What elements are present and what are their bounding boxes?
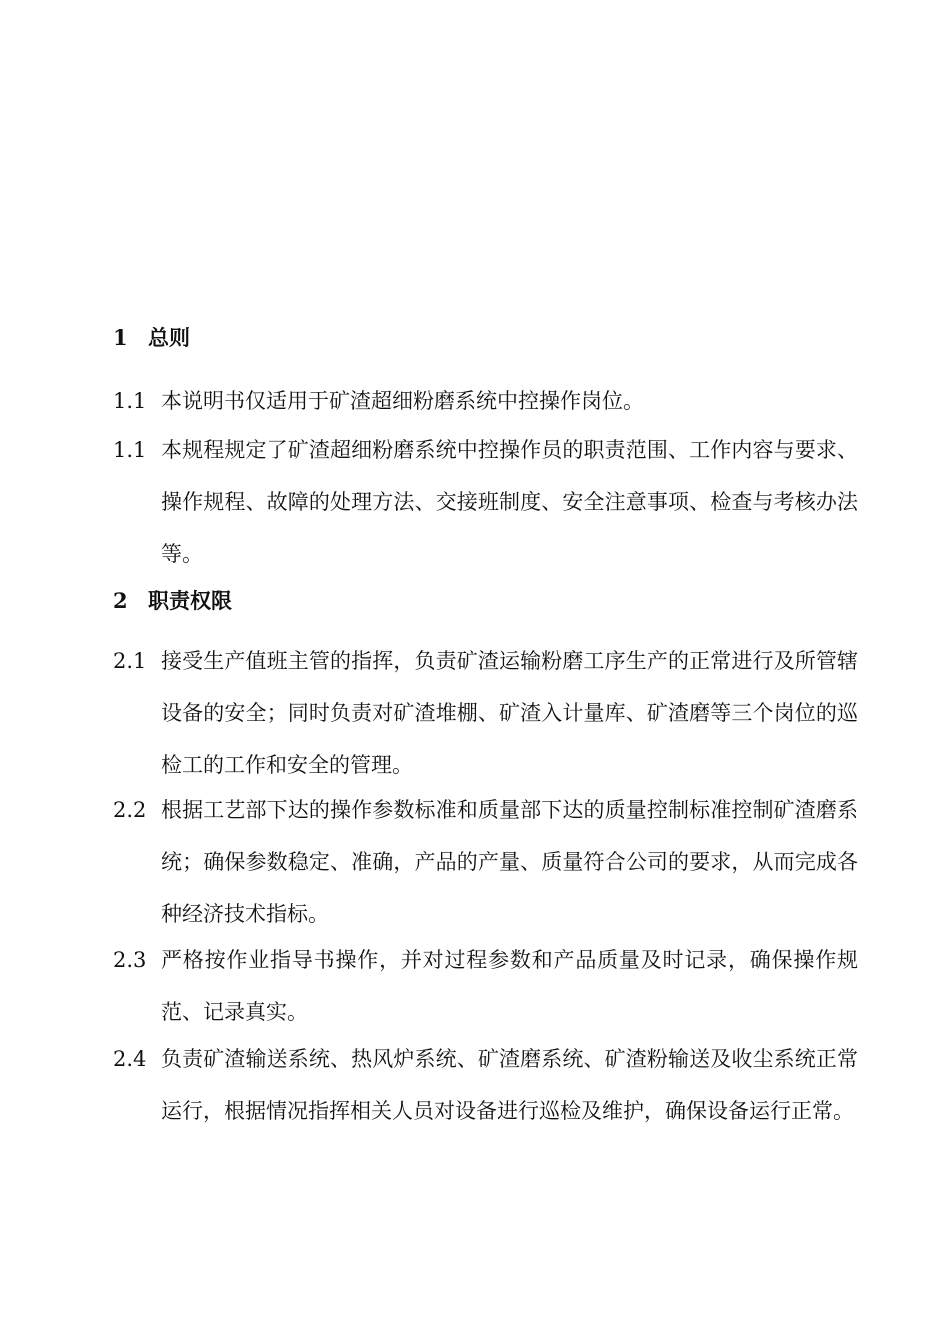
section-number: 1 [113,325,128,350]
clause-text: 接受生产值班主管的指挥，负责矿渣运输粉磨工序生产的正常进行及所管辖设备的安全；同时负责对矿渣堆棚、矿渣入计量库、矿渣磨等三个岗位的巡检工的工作和安全的管理。 [161,649,858,777]
clause-2-4 [113,1033,858,1137]
clause-text: 本说明书仅适用于矿渣超细粉磨系统中控操作岗位。 [161,389,644,413]
clause-number: 2.4 [113,1047,147,1071]
clause-1-1 [113,375,858,427]
clause-2-1 [113,635,858,791]
clause-text: 根据工艺部下达的操作参数标准和质量部下达的质量控制标准控制矿渣磨系统；确保参数稳定、准确，产品的产量、质量符合公司的要求，从而完成各种经济技术指标。 [161,798,858,926]
section-title: 职责权限 [148,588,232,613]
clause-1-1-b [113,424,858,580]
clause-number: 2.3 [113,948,147,972]
clause-number: 2.2 [113,798,147,822]
clause-text: 严格按作业指导书操作，并对过程参数和产品质量及时记录，确保操作规范、记录真实。 [161,948,858,1024]
clause-number: 1.1 [113,438,147,462]
clause-number: 2.1 [113,649,147,673]
clause-2-3 [113,934,858,1038]
clause-text: 负责矿渣输送系统、热风炉系统、矿渣磨系统、矿渣粉输送及收尘系统正常运行，根据情况指挥相关人员对设备进行巡检及维护，确保设备运行正常。 [161,1047,858,1123]
clause-number: 1.1 [113,389,147,413]
section-heading-1 [113,324,190,352]
clause-2-2 [113,784,858,940]
section-heading-2 [113,587,232,615]
clause-text: 本规程规定了矿渣超细粉磨系统中控操作员的职责范围、工作内容与要求、操作规程、故障的处理方法、交接班制度、安全注意事项、检查与考核办法等。 [161,438,858,566]
section-title: 总则 [148,325,190,350]
section-number: 2 [113,588,128,613]
